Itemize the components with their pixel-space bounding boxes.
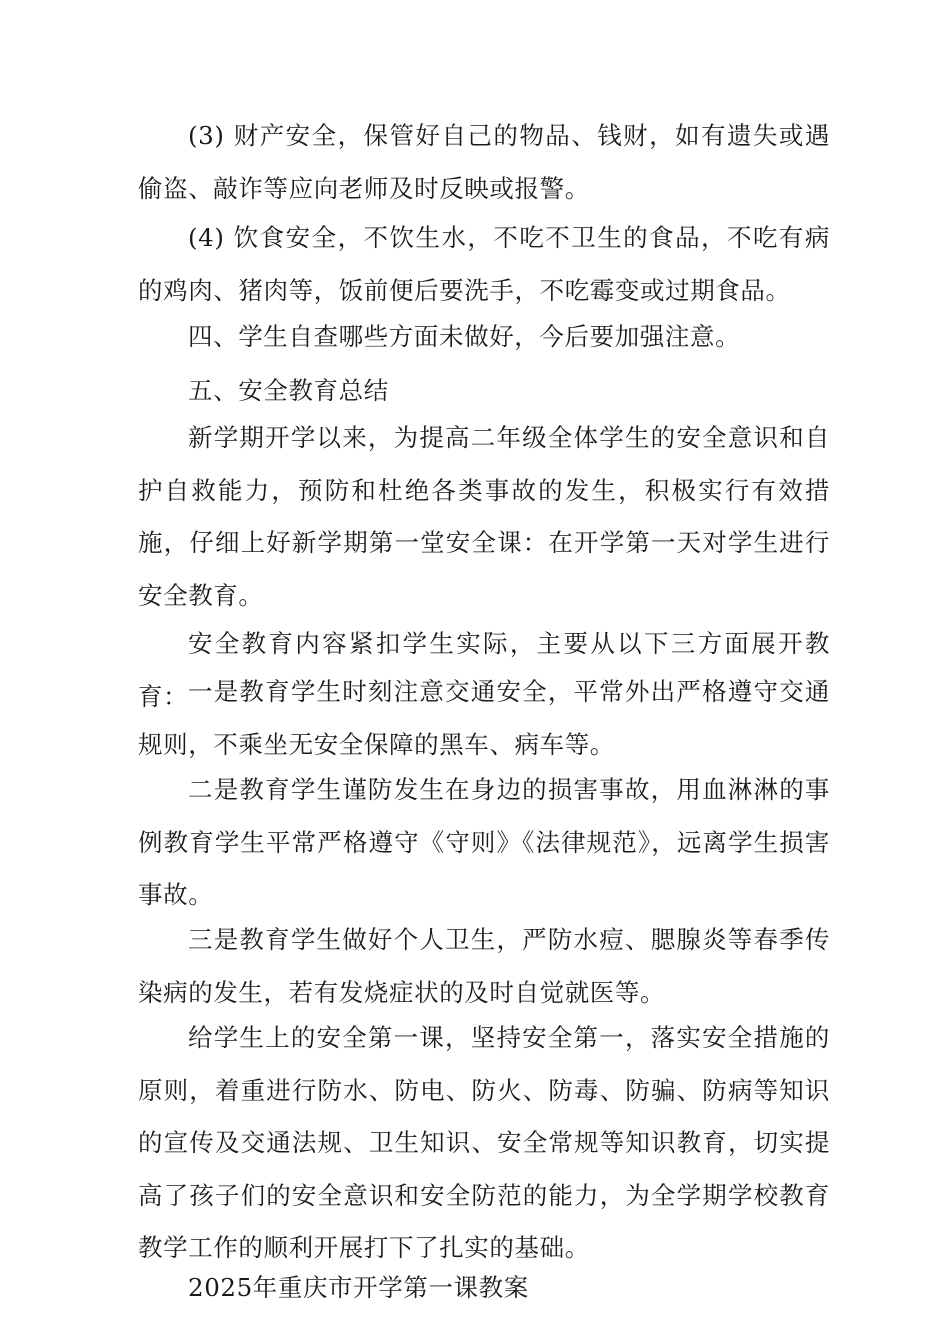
paragraph-section-four: 四、学生自查哪些方面未做好，今后要加强注意。 [188,322,741,351]
paragraph-section-five-heading: 五、安全教育总结 [188,376,389,405]
paragraph-traffic-safety: 一是教育学生时刻注意交通安全，平常外出严格遵守交通规则，不乘坐无安全保障的黑车、病车等。 [138,677,830,759]
paragraph-accident-prevention: 二是教育学生谨防发生在身边的损害事故，用血淋淋的事例教育学生平常严格遵守《守则》《法律规范》，远离学生损害事故。 [138,775,830,909]
paragraph-food-safety: (4) 饮食安全，不饮生水，不吃不卫生的食品，不吃有病的鸡肉、猪肉等，饭前便后要洗手，不吃霉变或过期食品。 [138,223,830,305]
document-subtitle: 2025年重庆市开学第一课教案 [188,1273,529,1302]
paragraph-summary-intro: 新学期开学以来，为提高二年级全体学生的安全意识和自护自救能力，预防和杜绝各类事故的发生，积极实行有效措施，仔细上好新学期第一堂安全课：在开学第一天对学生进行安全教育。 [138,423,830,610]
paragraph-property-safety: (3) 财产安全，保管好自己的物品、钱财，如有遗失或遇偷盗、敲诈等应向老师及时反映或报警。 [138,121,830,203]
paragraph-first-lesson: 给学生上的安全第一课，坚持安全第一，落实安全措施的原则，着重进行防水、防电、防火、防毒、防骗、防病等知识的宣传及交通法规、卫生知识、安全常规等知识教育，切实提高了孩子们的安全意识和安全防范的能力，为全学期学校教育教学工作的顺利开展打下了扎实的基础。 [138,1023,830,1262]
paragraph-hygiene: 三是教育学生做好个人卫生，严防水痘、腮腺炎等春季传染病的发生，若有发烧症状的及时自觉就医等。 [138,925,830,1007]
paragraph-content-overview: 安全教育内容紧扣学生实际，主要从以下三方面展开教育： [138,629,830,711]
